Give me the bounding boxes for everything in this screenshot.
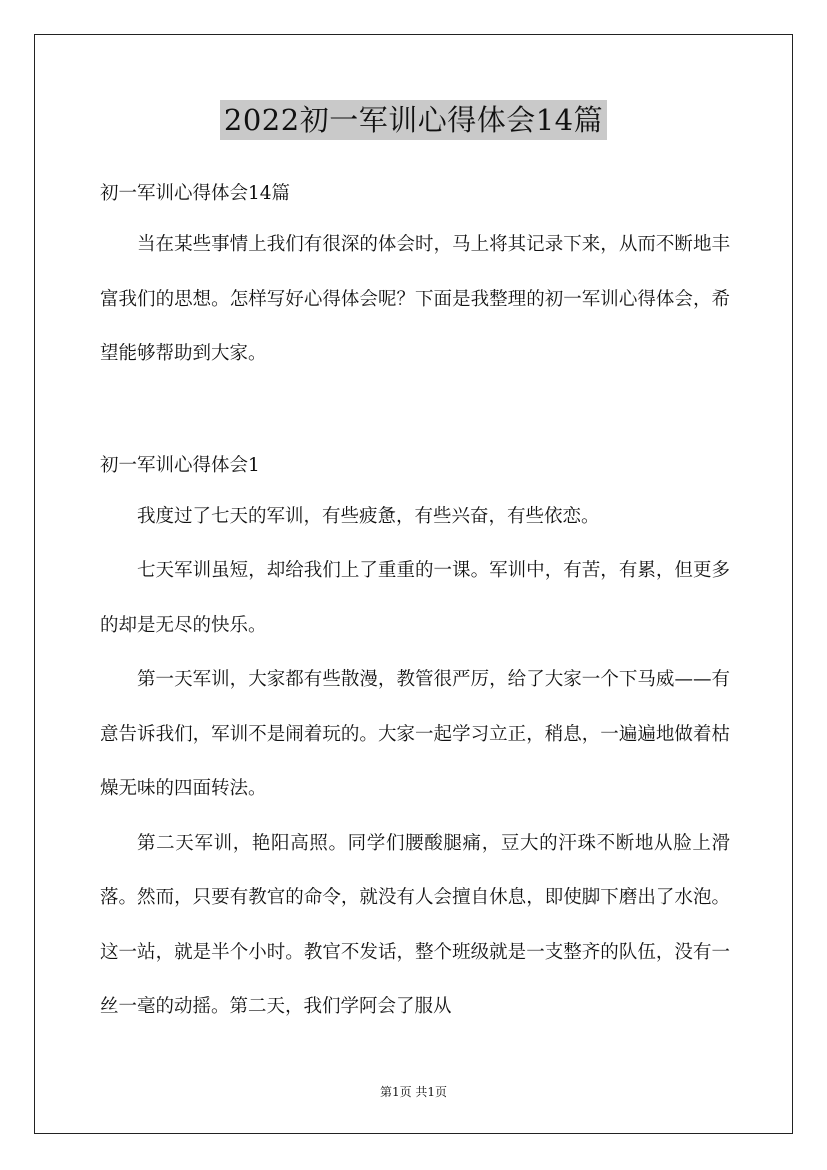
title-container [0,100,827,140]
document-title: 2022初一军训心得体会14篇 [220,100,607,140]
intro-paragraph: 当在某些事情上我们有很深的体会时，马上将其记录下来，从而不断地丰富我们的思想。怎样写好心得体会呢？下面是我整理的初一军训心得体会，希望能够帮助到大家。 [100,234,730,364]
body-paragraph: 七天军训虽短，却给我们上了重重的一课。军训中，有苦，有累，但更多的却是无尽的快乐。 [100,560,730,636]
section-heading: 初一军训心得体会1 [100,454,260,476]
page-footer: 第1页 共1页 [379,1085,448,1099]
body-paragraph: 第一天军训，大家都有些散漫，教管很严厉，给了大家一个下马威——有意告诉我们，军训不是闹着玩的。大家一起学习立正，稍息，一遍遍地做着枯燥无味的四面转法。 [100,669,730,799]
document-subtitle: 初一军训心得体会14篇 [100,183,291,204]
section-spacer [100,382,730,442]
document-body [100,170,730,1035]
body-paragraph: 我度过了七天的军训，有些疲惫，有些兴奋，有些依恋。 [137,505,600,527]
body-paragraph: 第二天军训，艳阳高照。同学们腰酸腿痛，豆大的汗珠不断地从脸上滑落。然而，只要有教官的命令，就没有人会擅自休息，即使脚下磨出了水泡。这一站，就是半个小时。教官不发话，整个班级就是一支整齐的队伍，没有一丝一毫的动摇。第二天，我们学阿会了服从 [100,832,730,1017]
